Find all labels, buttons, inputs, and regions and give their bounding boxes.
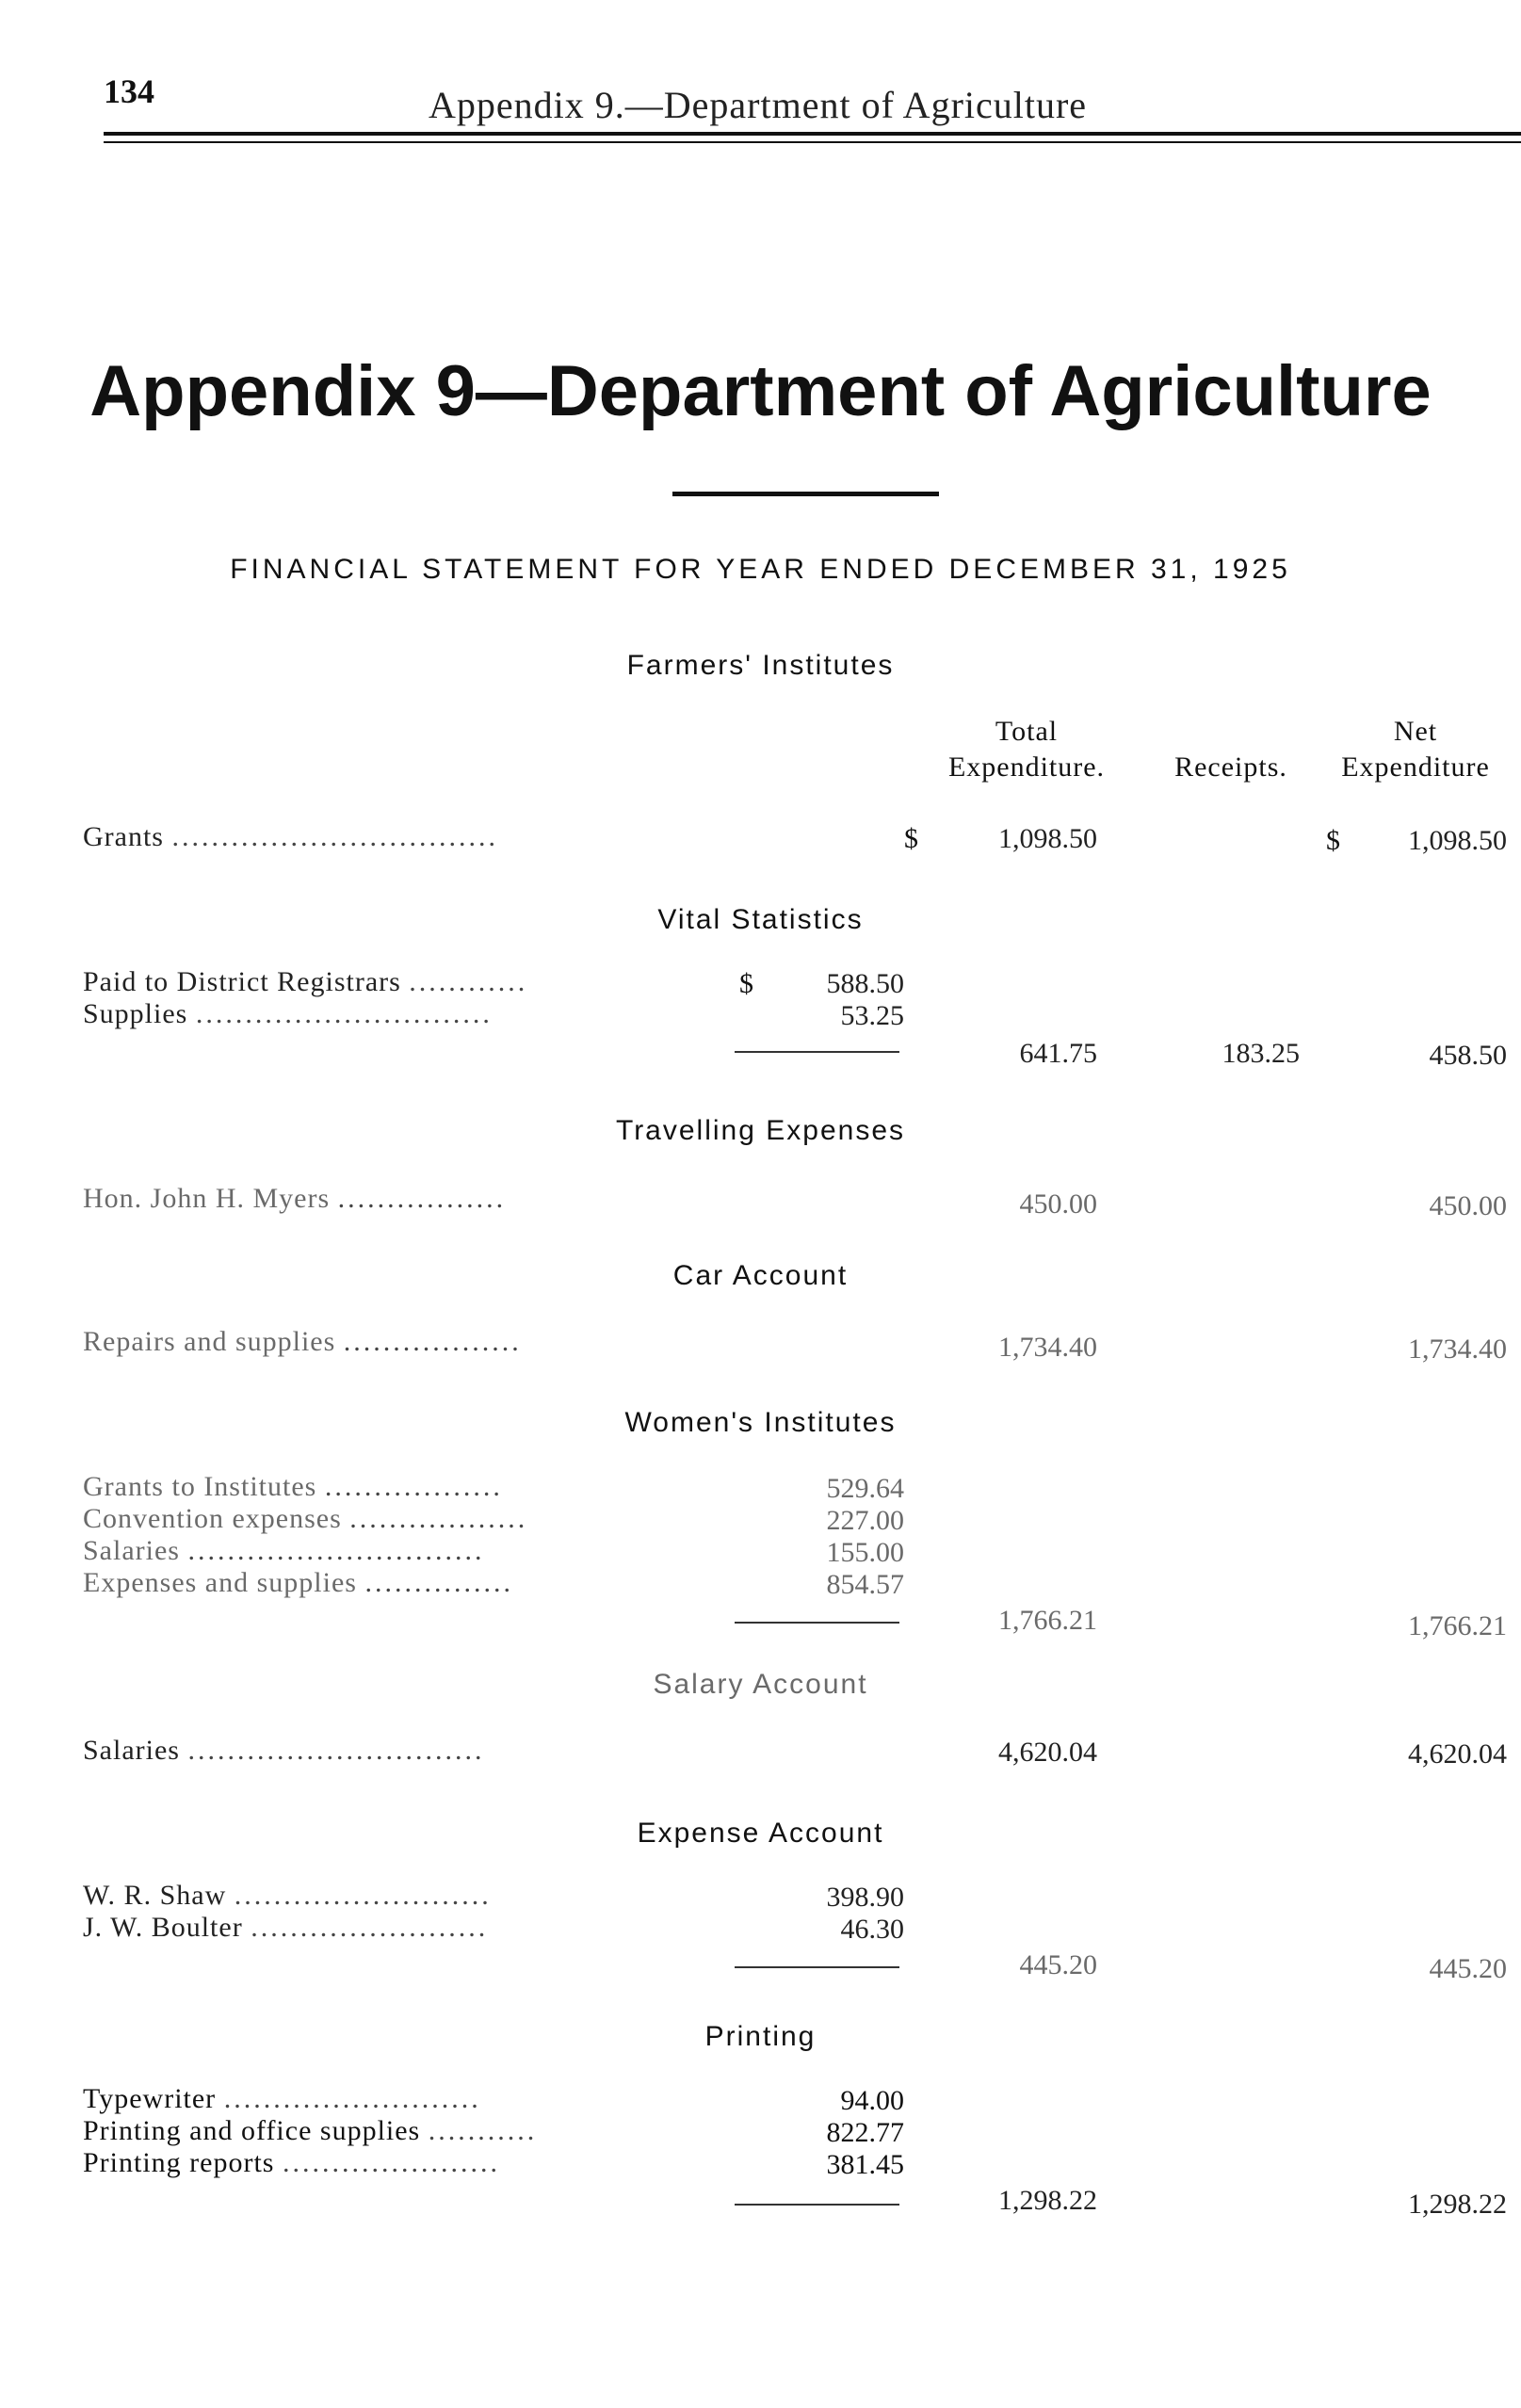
total-expenditure-value: 4,620.04 [998,1737,1097,1768]
ledger-row-label [83,2115,742,2147]
subtotal-rule [735,1051,899,1053]
ledger-row-label [83,966,742,998]
net-expenditure-value: 445.20 [1429,1953,1507,1984]
net-expenditure-value: 1,298.22 [1408,2189,1507,2220]
row-label-text: Grants to Institutes [83,1471,317,1502]
net-expenditure-value: 450.00 [1429,1190,1507,1221]
column-header-total-line2: Expenditure. [947,751,1106,783]
header-rule [104,132,1521,136]
row-label-text: Hon. John H. Myers [83,1183,331,1214]
net-expenditure-value: 1,098.50 [1408,825,1507,856]
ledger-row-label [83,2147,742,2179]
row-label-text: Supplies [83,998,188,1029]
ledger-row-label [83,821,742,853]
column-header-net [1317,714,1514,785]
column-header-net-line1: Net [1393,716,1438,747]
ledger-row-label [83,1880,742,1912]
ledger-row-label [83,1567,742,1599]
total-expenditure-value: 445.20 [1019,1949,1097,1980]
subitem-amount: 822.77 [826,2117,904,2148]
section-title-travelling-expenses: Travelling Expenses [615,1115,906,1146]
section-title-womens-institutes: Women's Institutes [624,1407,897,1438]
leader-dots: .......................... [223,2083,481,2114]
subitem-amount: 227.00 [826,1505,904,1536]
ledger-row-label [83,1326,742,1358]
row-label-text: Printing reports [83,2147,275,2178]
subitem-amount: 46.30 [840,1914,904,1945]
section-title-vital-statistics: Vital Statistics [657,904,864,935]
dollar-sign-total: $ [904,823,918,854]
subtotal-rule [735,1622,899,1624]
row-label-text: Repairs and supplies [83,1326,336,1357]
leader-dots: ........... [428,2115,538,2146]
leader-dots: .............................. [195,998,493,1029]
leader-dots: .................. [324,1471,503,1502]
section-title-expense-account: Expense Account [637,1818,884,1849]
row-label-text: Salaries [83,1735,180,1766]
leader-dots: ............ [409,966,528,997]
subitem-amount: 155.00 [826,1537,904,1568]
column-header-total-line1: Total [995,716,1059,747]
row-label-text: J. W. Boulter [83,1912,243,1943]
subitem-amount: 854.57 [826,1569,904,1600]
running-title: Appendix 9.—Department of Agriculture [429,84,1088,126]
net-expenditure-value: 4,620.04 [1408,1738,1507,1770]
receipts-value: 183.25 [1222,1038,1300,1069]
section-title-salary-account: Salary Account [653,1669,868,1700]
leader-dots: .............................. [187,1535,485,1566]
dollar-sign-subitem: $ [739,968,753,999]
page-number: 134 [104,73,154,110]
net-expenditure-value: 458.50 [1429,1040,1507,1071]
net-expenditure-value: 1,766.21 [1408,1610,1507,1641]
leader-dots: .............................. [187,1735,485,1766]
leader-dots: .......................... [234,1880,492,1911]
ledger-row-label [83,998,742,1030]
row-label-text: Printing and office supplies [83,2115,421,2146]
ledger-row-label [83,1535,742,1567]
leader-dots: .................. [349,1503,528,1534]
section-title-car-account: Car Account [672,1260,849,1291]
leader-dots: ................. [337,1183,507,1214]
ledger-row-label [83,1503,742,1535]
subitem-amount: 398.90 [826,1882,904,1913]
subitem-amount: 588.50 [826,968,904,999]
ledger-row-label [83,1735,742,1767]
column-header-total [932,714,1121,785]
subitem-amount: 381.45 [826,2149,904,2180]
section-title-farmers-institutes: Farmers' Institutes [626,650,895,681]
row-label-text: W. R. Shaw [83,1880,227,1911]
column-header-net-line2: Expenditure [1341,751,1490,783]
column-header-receipts: Receipts. [1174,751,1287,783]
row-label-text: Paid to District Registrars [83,966,401,997]
row-label-text: Convention expenses [83,1503,342,1534]
leader-dots: ........................ [251,1912,489,1943]
ledger-row-label [83,1471,742,1503]
dollar-sign-net: $ [1326,825,1340,856]
section-title-printing: Printing [704,2021,817,2052]
ledger-row-label [83,2083,742,2115]
leader-dots: ............... [364,1567,513,1598]
subtotal-rule [735,1966,899,1968]
title-divider [672,492,939,496]
total-expenditure-value: 450.00 [1019,1188,1097,1220]
subitem-amount: 94.00 [840,2085,904,2116]
total-expenditure-value: 1,766.21 [998,1605,1097,1636]
leader-dots: ...................... [283,2147,500,2178]
total-expenditure-value: 1,298.22 [998,2185,1097,2216]
header-rule-thin [104,141,1521,143]
subitem-amount: 529.64 [826,1473,904,1504]
page-title: Appendix 9—Department of Agriculture [89,351,1432,431]
subtotal-rule [735,2204,899,2206]
row-label-text: Grants [83,821,164,852]
row-label-text: Typewriter [83,2083,217,2114]
net-expenditure-value: 1,734.40 [1408,1333,1507,1365]
statement-subtitle: FINANCIAL STATEMENT FOR YEAR ENDED DECEMBER 31, 1925 [230,554,1291,585]
total-expenditure-value: 1,098.50 [998,823,1097,854]
total-expenditure-value: 641.75 [1019,1038,1097,1069]
ledger-row-label [83,1183,742,1215]
row-label-text: Expenses and supplies [83,1567,357,1598]
subitem-amount: 53.25 [840,1000,904,1031]
ledger-row-label [83,1912,742,1944]
row-label-text: Salaries [83,1535,180,1566]
leader-dots: .................. [343,1326,522,1357]
total-expenditure-value: 1,734.40 [998,1332,1097,1363]
leader-dots: ................................. [171,821,498,852]
